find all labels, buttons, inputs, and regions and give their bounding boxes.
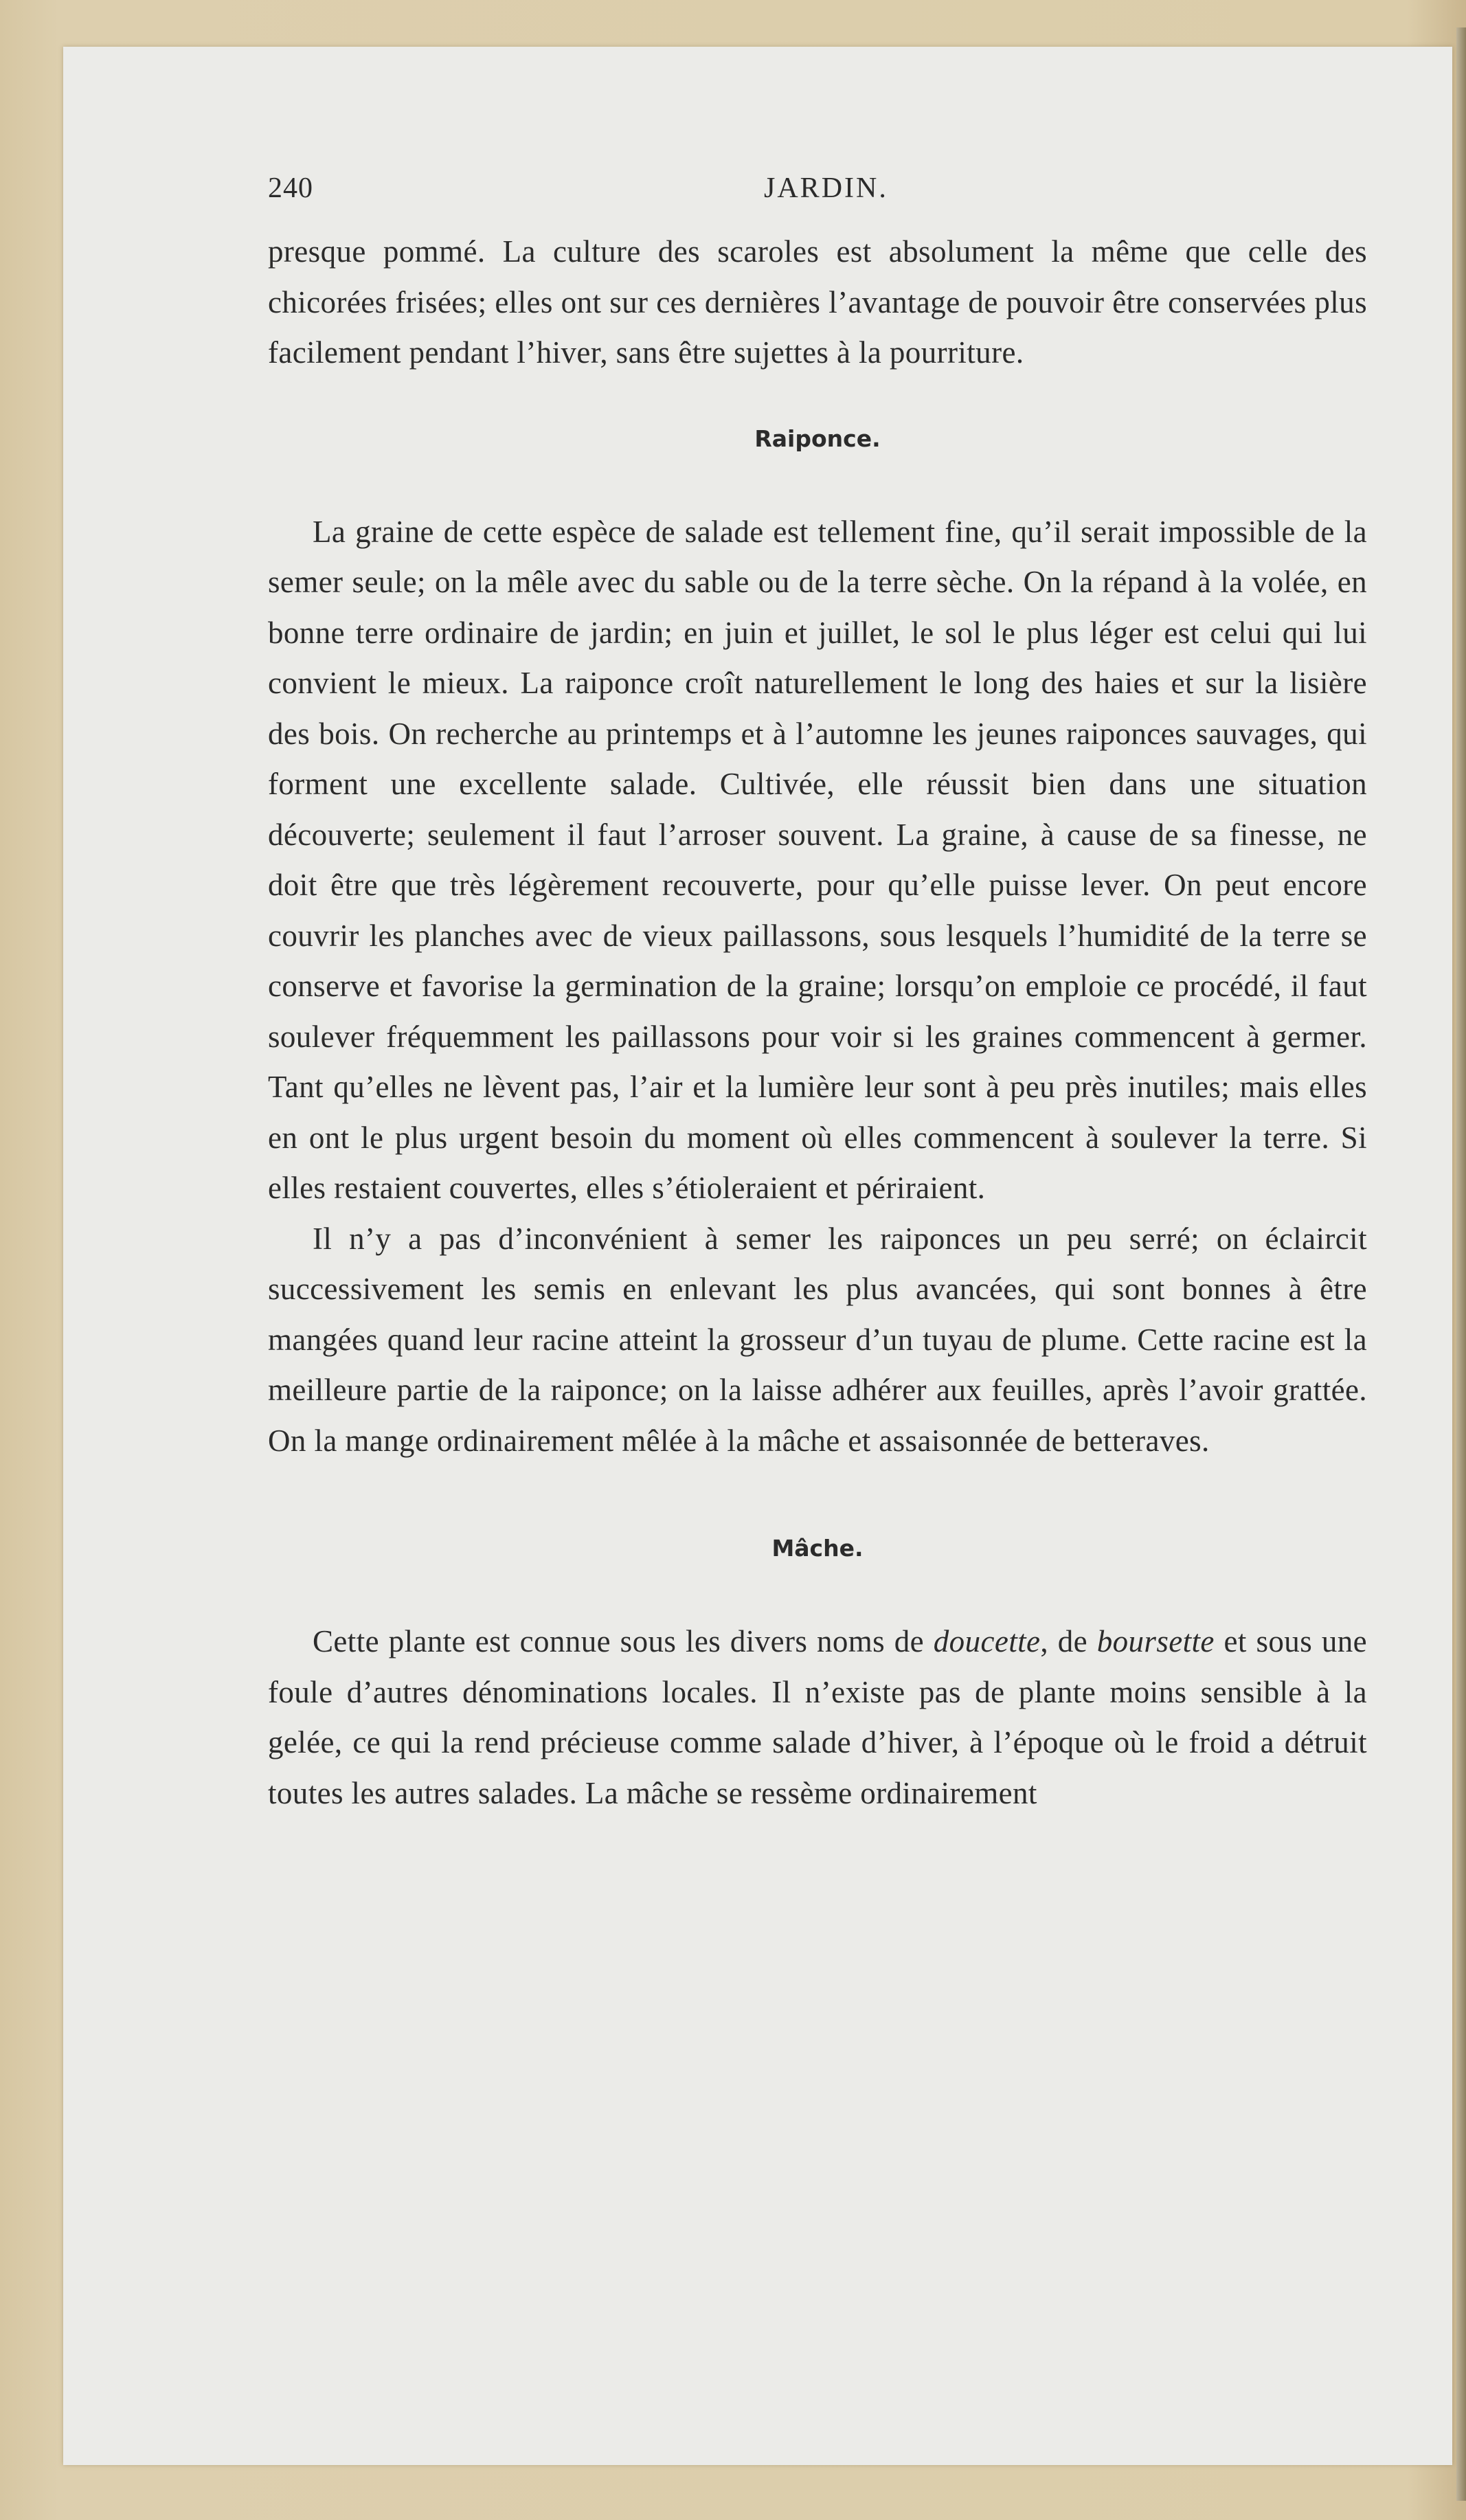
paragraph-raiponce-1: La graine de cette espèce de salade est tellement fine, qu’il serait impossible de la semer seule; on la mêle avec du sable ou de la terre sèche. On la répand à la volée, en bonne terre ordinaire de jardin; en juin et juillet, le sol le plus léger est celui qui lui convient le mieux. La raiponce croît naturellement le long des haies et sur la lisière des bois. On recherche au printemps et à l’automne les jeunes raiponces sauvages, qui forment une excellente salade. Cultivée, elle réussit bien dans une situation découverte; seulement il faut l’arroser souvent. La graine, à cause de sa finesse, ne doit être que très légèrement recouverte, pour qu’elle puisse lever. On peut encore couvrir les planches avec de vieux paillassons, sous lesquels l’humidité de la terre se conserve et favorise la germination de la graine; lorsqu’on emploie ce procédé, il faut soulever fréquemment les paillassons pour voir si les graines commencent à germer. Tant qu’elles ne lèvent pas, l’air et la lumière leur sont à peu près inutiles; mais elles en ont le plus urgent besoin du moment où elles commencent à soulever la terre. Si elles restaient couvertes, elles s’étioleraient et périraient. [268,514,1367,1205]
section-heading-raiponce: Raiponce. [754,425,881,452]
paragraph-intro: presque pommé. La culture des scaroles est absolument la même que celle des chicorées frisées; elles ont sur ces dernières l’avantage de pouvoir être conservées plus facilement pendant l’hiver, sans être sujettes à la pourriture. [268,234,1367,370]
running-header [199,172,1432,227]
running-title: JARDIN. [764,172,888,204]
mache-text-part-3: et sous une foule d’autres dénominations locales. Il n’existe pas de plante moins sensible à la gelée, ce qui la rend précieuse comme salade d’hiver, à l’époque où le froid a détruit toutes les autres salades. La mâche se ressème ordinairement [268,1624,1367,1810]
paragraph-raiponce-2: Il n’y a pas d’inconvénient à semer les raiponces un peu serré; on éclaircit successivement les semis en enlevant les plus avancées, qui sont bonnes à être mangées quand leur racine atteint la grosseur d’un tuyau de plume. Cette racine est la meilleure partie de la raiponce; on la laisse adhérer aux feuilles, après l’avoir grattée. On la mange ordinairement mêlée à la mâche et assaisonnée de betteraves. [268,1221,1367,1458]
mache-text-part-2: , de [1040,1624,1097,1658]
book-page-edge [1456,27,1466,2501]
section-heading-mache: Mâche. [771,1535,864,1562]
paragraph-mache-1 [268,1617,1367,1819]
page-number: 240 [268,172,313,204]
mache-italic-boursette: boursette [1096,1624,1215,1658]
page-content [199,172,1432,1819]
mache-text-part-1: Cette plante est connue sous les divers noms de [313,1624,934,1658]
mache-italic-doucette: doucette [933,1624,1041,1658]
